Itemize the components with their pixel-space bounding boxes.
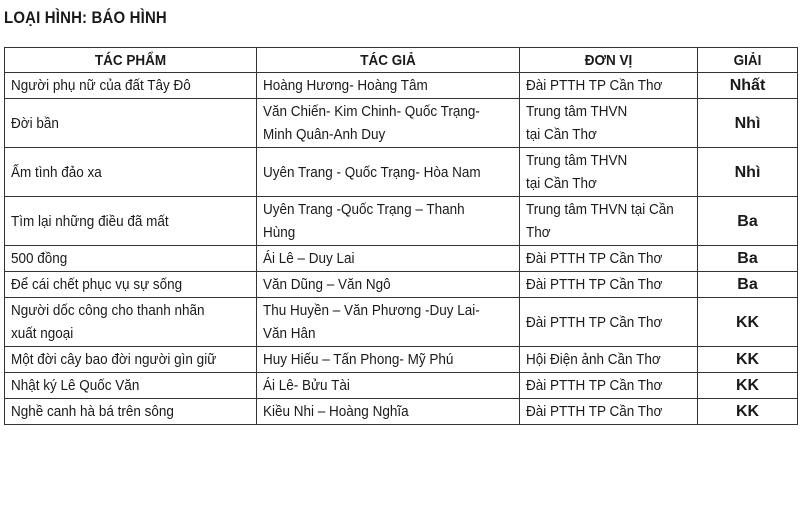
unit-line: Đài PTTH TP Cần Thơ	[526, 250, 663, 267]
cell-work: Người dốc công cho thanh nhãn xuất ngoại	[5, 298, 257, 347]
cell-authors	[257, 347, 520, 373]
table-row	[5, 148, 798, 197]
table-row	[5, 197, 798, 246]
cell-award: Ba	[698, 246, 798, 272]
header-work: TÁC PHẨM	[5, 48, 257, 73]
cell-work: Nghề canh hà bá trên sông	[5, 399, 257, 425]
unit-line: Trung tâm THVN tại Cần	[526, 201, 674, 218]
cell-unit	[520, 399, 698, 425]
author-line: Huy Hiếu – Tấn Phong- Mỹ Phú	[263, 351, 454, 368]
cell-unit	[520, 148, 698, 197]
page-heading: LOẠI HÌNH: BÁO HÌNH	[4, 8, 167, 27]
table-row	[5, 298, 798, 347]
cell-work: Để cái chết phục vụ sự sống	[5, 272, 257, 298]
cell-unit	[520, 246, 698, 272]
cell-authors	[257, 399, 520, 425]
header-award: GIẢI	[698, 48, 798, 73]
cell-award: KK	[698, 298, 798, 347]
cell-award: Ba	[698, 272, 798, 298]
cell-authors	[257, 73, 520, 99]
unit-line: Thơ	[526, 224, 551, 241]
header-unit: ĐƠN VỊ	[520, 48, 698, 73]
author-line: Uyên Trang - Quốc Trạng- Hòa Nam	[263, 163, 481, 181]
cell-work: Tìm lại những điều đã mất	[5, 197, 257, 246]
unit-line: Đài PTTH TP Cần Thơ	[526, 77, 663, 94]
cell-authors	[257, 246, 520, 272]
cell-authors	[257, 99, 520, 148]
cell-unit	[520, 99, 698, 148]
author-line: Văn Dũng – Văn Ngô	[263, 276, 391, 293]
unit-line: Đài PTTH TP Cần Thơ	[526, 403, 663, 420]
cell-unit	[520, 373, 698, 399]
author-line: Minh Quân-Anh Duy	[263, 126, 386, 143]
author-line: Thu Huyền – Văn Phương -Duy Lai-	[263, 302, 480, 319]
author-line: Uyên Trang -Quốc Trạng – Thanh Hùng	[263, 201, 465, 241]
cell-unit	[520, 298, 698, 347]
cell-work: Ấm tình đảo xa	[5, 148, 257, 197]
cell-unit	[520, 197, 698, 246]
cell-authors	[257, 148, 520, 197]
cell-award: KK	[698, 347, 798, 373]
unit-line: Đài PTTH TP Cần Thơ	[526, 313, 663, 331]
cell-unit	[520, 347, 698, 373]
cell-work: Một đời cây bao đời người gìn giữ	[5, 347, 257, 373]
unit-line: Trung tâm THVN	[526, 103, 628, 120]
author-line: Kiều Nhi – Hoàng Nghĩa	[263, 403, 409, 420]
cell-work: 500 đồng	[5, 246, 257, 272]
cell-authors	[257, 197, 520, 246]
author-line: Ái Lê- Bửu Tài	[263, 377, 350, 394]
cell-authors	[257, 373, 520, 399]
table-row	[5, 373, 798, 399]
cell-award: Nhất	[698, 73, 798, 99]
cell-unit	[520, 272, 698, 298]
awards-table	[4, 47, 798, 425]
cell-award: Nhì	[698, 99, 798, 148]
cell-unit	[520, 73, 698, 99]
author-line: Văn Chiến- Kim Chinh- Quốc Trạng-	[263, 103, 480, 120]
unit-line: tại Cần Thơ	[526, 175, 597, 192]
author-line: Văn Hân	[263, 325, 316, 342]
table-header-row	[5, 48, 798, 73]
cell-award: Ba	[698, 197, 798, 246]
cell-award: Nhì	[698, 148, 798, 197]
table-row	[5, 399, 798, 425]
cell-work: Người phụ nữ của đất Tây Đô	[5, 73, 257, 99]
cell-work: Đời bần	[5, 99, 257, 148]
table-row	[5, 99, 798, 148]
cell-award: KK	[698, 373, 798, 399]
unit-line: Đài PTTH TP Cần Thơ	[526, 377, 663, 394]
table-row	[5, 272, 798, 298]
cell-authors	[257, 272, 520, 298]
cell-work: Nhật ký Lê Quốc Văn	[5, 373, 257, 399]
cell-authors	[257, 298, 520, 347]
author-line: Hoàng Hương- Hoàng Tâm	[263, 77, 428, 94]
unit-line: Trung tâm THVN	[526, 152, 628, 169]
unit-line: tại Cần Thơ	[526, 126, 597, 143]
author-line: Ái Lê – Duy Lai	[263, 250, 355, 267]
cell-award: KK	[698, 399, 798, 425]
table-row	[5, 347, 798, 373]
table-row	[5, 73, 798, 99]
unit-line: Hội Điện ảnh Cần Thơ	[526, 351, 661, 368]
unit-line: Đài PTTH TP Cần Thơ	[526, 276, 663, 293]
header-author: TÁC GIẢ	[257, 48, 520, 73]
table-row	[5, 246, 798, 272]
